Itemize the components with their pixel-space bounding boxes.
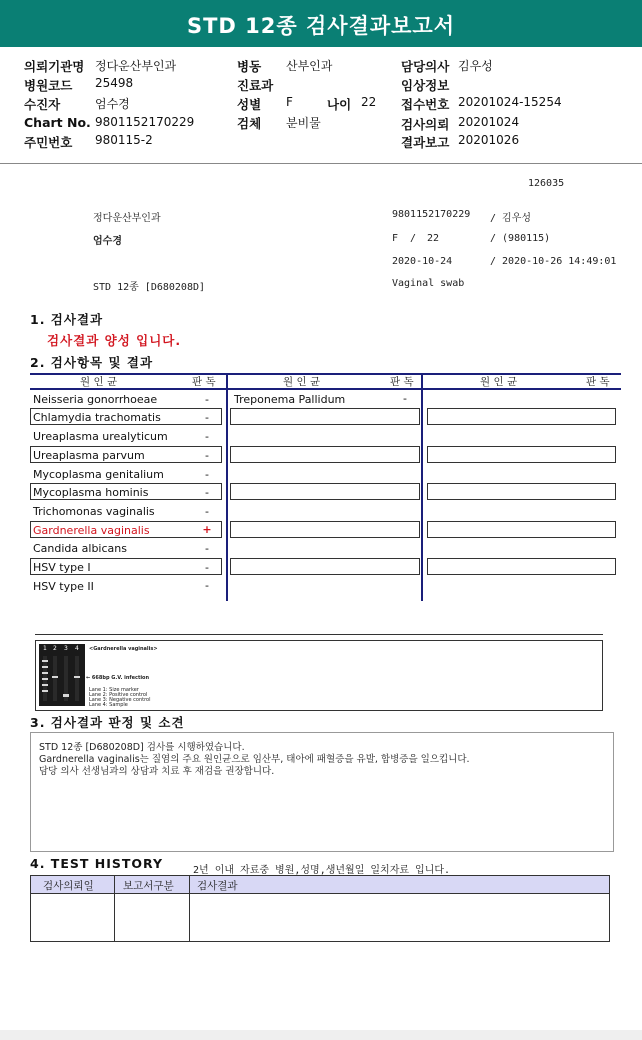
pathogen-name: Candida albicans <box>33 542 127 555</box>
slip-birth: / (980115) <box>490 233 551 244</box>
pathogen-name: Neisseria gonorrhoeae <box>33 393 158 406</box>
table-col-divider-2 <box>421 373 423 601</box>
header-value-doctor: 김우성 <box>458 59 493 73</box>
col3-header-result: 판 독 <box>586 376 610 388</box>
opinion-line: Gardnerella vaginalis는 질염의 주요 원인균으로 임산부, 태아에 패혈증을 유발, 합병증을 일으킵니다. <box>39 754 470 765</box>
pathogen-result: - <box>205 411 209 424</box>
lane-number: 2 <box>53 645 57 652</box>
lane-number: 1 <box>43 645 47 652</box>
lane-number: 3 <box>64 645 68 652</box>
header-label-receipt-no: 접수번호 <box>401 97 450 112</box>
row-box <box>427 483 616 500</box>
header-label-ward: 병동 <box>237 59 262 74</box>
pathogen-result: - <box>205 561 209 574</box>
pathogen-result: - <box>403 392 407 405</box>
header-value-hospital: 정다운산부인과 <box>95 59 177 73</box>
header-label-hospital: 의뢰기관명 <box>24 59 85 74</box>
header-label-clinical-info: 임상정보 <box>401 78 450 93</box>
pathogen-name: Ureaplasma parvum <box>33 449 145 462</box>
header-value-specimen: 분비물 <box>286 116 321 130</box>
row-box <box>427 558 616 575</box>
header-value-hospital-code: 25498 <box>95 76 134 90</box>
section2-title: 2. 검사항목 및 결과 <box>30 355 154 370</box>
pathogen-result-positive: + <box>202 523 212 536</box>
header-value-report-date: 20201026 <box>458 133 520 147</box>
history-col-divider <box>114 876 115 941</box>
slip-hospital: 정다운산부인과 <box>93 213 161 224</box>
marker-band <box>42 684 48 686</box>
pathogen-name: Chlamydia trachomatis <box>33 411 161 424</box>
history-col-report-type: 보고서구분 <box>123 880 174 892</box>
header-value-sex: F <box>286 95 293 109</box>
pathogen-name: Mycoplasma genitalium <box>33 468 164 481</box>
table-header-rule <box>30 388 621 390</box>
row-box <box>427 408 616 425</box>
pathogen-result: - <box>205 449 209 462</box>
slip-test-name: STD 12종 [D680208D] <box>93 282 206 293</box>
opinion-line: STD 12종 [D680208D] 검사를 시행하였습니다. <box>39 742 245 753</box>
gel-top-rule <box>35 634 603 635</box>
slip-number: 126035 <box>528 178 565 189</box>
pathogen-name: Mycoplasma hominis <box>33 486 149 499</box>
header-value-id: 980115-2 <box>95 133 153 147</box>
history-col-divider <box>189 876 190 941</box>
row-box <box>230 446 420 463</box>
header-label-chart: Chart No. <box>24 115 91 130</box>
history-note: 2년 이내 자료중 병원,성명,생년월일 일치자료 입니다. <box>193 865 451 876</box>
gel-caption: <Gardnerella vaginalis> <box>89 646 158 652</box>
header-label-request-date: 검사의뢰 <box>401 117 450 132</box>
history-col-result: 검사결과 <box>197 880 238 892</box>
pathogen-name: Treponema Pallidum <box>234 393 346 406</box>
positive-control-band <box>52 676 58 678</box>
opinion-box <box>30 732 614 852</box>
table-col-divider-1 <box>226 373 228 601</box>
slip-separator: / <box>410 233 417 244</box>
col1-header-result: 판 독 <box>192 376 216 388</box>
col2-header-name: 원 인 균 <box>283 376 321 388</box>
opinion-line: 담당 의사 선생님과의 상담과 치료 후 재검을 권장합니다. <box>39 766 275 777</box>
slip-doctor: / 김우성 <box>490 213 532 224</box>
title-bar <box>0 0 642 47</box>
header-label-department: 진료과 <box>237 78 274 93</box>
gel-legend-line: Lane 2: Positive control <box>89 692 148 698</box>
pathogen-result: - <box>205 486 209 499</box>
header-value-receipt-no: 20201024-15254 <box>458 95 562 109</box>
lane-number: 4 <box>75 645 79 652</box>
header-value-chart: 9801152170229 <box>95 115 195 129</box>
marker-band <box>42 660 48 662</box>
page-bottom-bar <box>0 1030 642 1040</box>
sample-band <box>74 676 80 678</box>
section1-title: 1. 검사결과 <box>30 312 104 327</box>
slip-report-date: / 2020-10-26 14:49:01 <box>490 256 617 267</box>
slip-chart: 9801152170229 <box>392 209 471 220</box>
header-label-id: 주민번호 <box>24 135 73 150</box>
gel-lane <box>53 656 57 701</box>
marker-band <box>42 690 48 692</box>
row-box <box>230 521 420 538</box>
header-label-specimen: 검체 <box>237 116 262 131</box>
history-table <box>30 875 610 942</box>
marker-band <box>42 678 48 680</box>
gel-legend-line: Lane 1: Size marker <box>89 687 139 693</box>
row-box <box>230 408 420 425</box>
pathogen-name: Ureaplasma urealyticum <box>33 430 168 443</box>
header-value-ward: 산부인과 <box>286 59 333 73</box>
pathogen-result: - <box>205 430 209 443</box>
pathogen-name-positive: Gardnerella vaginalis <box>33 524 150 537</box>
slip-sex: F <box>392 233 399 244</box>
positive-result-text: 검사결과 양성 입니다. <box>47 333 182 348</box>
row-box <box>427 446 616 463</box>
col3-header-name: 원 인 균 <box>480 376 518 388</box>
table-top-rule <box>30 373 621 375</box>
gel-lane <box>75 656 79 701</box>
header-value-age: 22 <box>361 95 377 109</box>
marker-band <box>42 672 48 674</box>
header-label-sex: 성별 <box>237 97 262 112</box>
section3-title: 3. 검사결과 판정 및 소견 <box>30 715 185 730</box>
header-label-hospital-code: 병원코드 <box>24 78 73 93</box>
pathogen-result: - <box>205 579 209 592</box>
slip-patient: 엄수경 <box>93 236 122 247</box>
primer-band <box>63 694 69 697</box>
slip-receipt-date: 2020-10-24 <box>392 256 453 267</box>
header-value-request-date: 20201024 <box>458 115 520 129</box>
pathogen-result: - <box>205 505 209 518</box>
gel-legend-line: Lane 4: Sample <box>89 702 128 708</box>
gel-band-label: ← 668bp G.V. infection <box>86 675 150 681</box>
section4-title: 4. TEST HISTORY <box>30 856 164 871</box>
row-box <box>427 521 616 538</box>
row-box <box>230 483 420 500</box>
pathogen-result: - <box>205 393 209 406</box>
header-label-doctor: 담당의사 <box>401 59 450 74</box>
header-divider <box>0 163 642 164</box>
slip-age: 22 <box>427 233 440 244</box>
gel-electrophoresis-image <box>39 644 85 706</box>
pathogen-name: HSV type I <box>33 561 91 574</box>
row-box <box>230 558 420 575</box>
header-label-age: 나이 <box>327 97 352 112</box>
history-col-request-date: 검사의뢰일 <box>43 880 94 892</box>
report-title: STD 12종 검사결과보고서 <box>186 14 455 38</box>
header-label-patient: 수진자 <box>24 97 61 112</box>
pathogen-result: - <box>205 542 209 555</box>
marker-band <box>42 666 48 668</box>
pathogen-name: Trichomonas vaginalis <box>33 505 155 518</box>
pathogen-name: HSV type II <box>33 580 94 593</box>
pathogen-result: - <box>205 468 209 481</box>
header-label-report-date: 결과보고 <box>401 135 450 150</box>
header-value-patient: 엄수경 <box>95 97 130 111</box>
gel-image-panel <box>35 640 603 711</box>
col2-header-result: 판 독 <box>390 376 414 388</box>
slip-specimen: Vaginal swab <box>392 278 465 289</box>
history-table-header <box>31 876 609 894</box>
col1-header-name: 원 인 균 <box>80 376 118 388</box>
gel-legend-line: Lane 3: Negative control <box>89 697 151 703</box>
